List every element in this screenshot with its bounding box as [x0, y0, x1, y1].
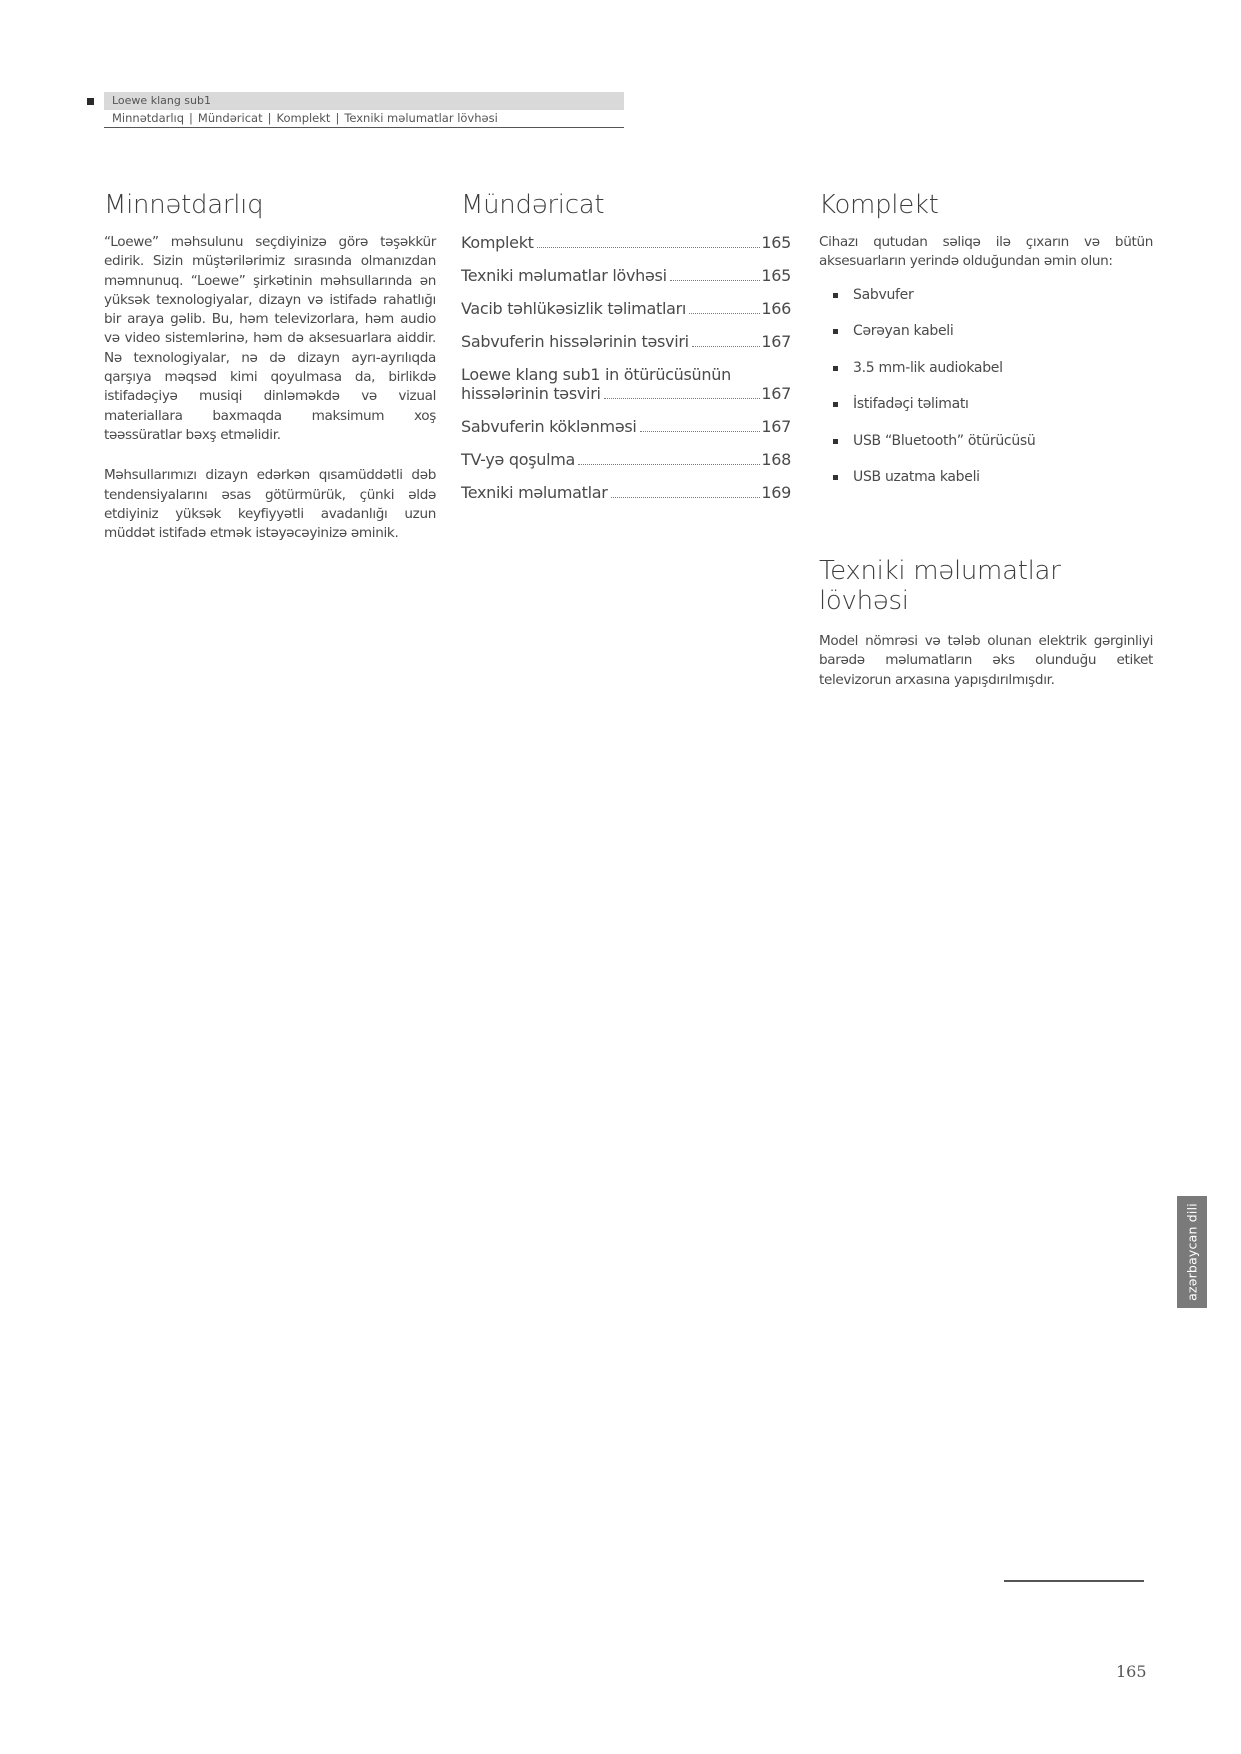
- toc-leader: [670, 266, 761, 281]
- toc-leader: [689, 299, 760, 314]
- toc-leader: [578, 450, 760, 465]
- footer-rule: [1004, 1580, 1144, 1582]
- tech-plate-title: Texniki məlumatlar lövhəsi: [819, 556, 1061, 616]
- kit-list-item: 3.5 mm-lik audiokabel: [819, 359, 1153, 377]
- breadcrumb-separator: |: [189, 111, 193, 125]
- breadcrumb-item[interactable]: Texniki məlumatlar lövhəsi: [344, 111, 498, 125]
- kit-title: Komplekt: [819, 190, 939, 220]
- toc-label: Sabvuferin köklənməsi: [461, 417, 637, 436]
- toc-entry[interactable]: [461, 233, 791, 252]
- kit-list-item: USB uzatma kabeli: [819, 468, 1153, 486]
- kit-list: [819, 286, 1153, 487]
- breadcrumb-item[interactable]: Komplekt: [276, 111, 331, 125]
- toc-label: Texniki məlumatlar: [461, 483, 608, 502]
- breadcrumb-item[interactable]: Mündəricat: [197, 111, 263, 125]
- contents-title: Mündəricat: [461, 190, 605, 220]
- toc-label: Vacib təhlükəsizlik təlimatları: [461, 299, 687, 318]
- kit-list-item: USB “Bluetooth” ötürücüsü: [819, 432, 1153, 450]
- gratitude-title: Minnətdarlıq: [104, 190, 264, 220]
- toc-entry[interactable]: [461, 332, 791, 351]
- breadcrumb-separator: |: [267, 111, 272, 125]
- kit-list-item: Cərəyan kabeli: [819, 322, 1153, 340]
- toc-label: hissələrinin təsviri: [461, 384, 601, 403]
- gratitude-section: [104, 190, 436, 543]
- breadcrumb-separator: |: [335, 111, 340, 125]
- page-number: 165: [1116, 1662, 1147, 1681]
- toc-leader: [537, 233, 761, 248]
- breadcrumb: [104, 110, 624, 128]
- language-tab-label: azərbaycan dili: [1184, 1203, 1200, 1301]
- toc-entry[interactable]: [461, 450, 791, 469]
- toc-page: 166: [761, 299, 791, 318]
- toc-page: 168: [761, 450, 791, 469]
- gratitude-paragraph: “Loewe” məhsulunu seçdiyinizə görə təşəkkür edirik. Sizin müştərilərimiz sırasında olmanızdan məmnunuq. “Loewe” şirkətinin məhsullarında ən yüksək texnologiyalar, dizayn və istifadə rahatlığı bir araya gəlib. Bu, həm televizorlara, həm audio və video sistemlərinə, həm də aksesuarlara aiddir. Nə texnologiyalar, nə də dizayn ayrı-ayrılıqda qarşıya məqsəd kimi qoyulmasa da, birlikdə istifadəçiyə musiqi dinləməkdə və vizual materiallara baxmaqda maksimum xoş təəssüratlar bəxş etməlidir.: [104, 234, 436, 443]
- toc-entry[interactable]: [461, 483, 791, 502]
- kit-list-item: Sabvufer: [819, 286, 1153, 304]
- language-tab[interactable]: [1177, 1196, 1207, 1308]
- toc-label: Loewe klang sub1 in ötürücüsünün: [461, 365, 731, 384]
- kit-list-item: İstifadəçi təlimatı: [819, 395, 1153, 413]
- toc-label: Sabvuferin hissələrinin təsviri: [461, 332, 689, 351]
- header-product-name: Loewe klang sub1: [104, 92, 624, 110]
- breadcrumb-item[interactable]: Minnətdarlıq: [112, 111, 185, 125]
- page-header: [104, 92, 624, 128]
- tech-plate-section: [819, 556, 1153, 690]
- toc-page: 167: [761, 384, 791, 403]
- toc-page: 165: [761, 266, 791, 285]
- toc-leader: [604, 384, 761, 399]
- toc-label: Texniki məlumatlar lövhəsi: [461, 266, 667, 285]
- toc-page: 169: [761, 483, 791, 502]
- toc-leader: [692, 332, 761, 347]
- toc-entry[interactable]: [461, 365, 791, 403]
- toc-leader: [640, 417, 761, 432]
- toc-label: TV-yə qoşulma: [461, 450, 576, 469]
- contents-section: [461, 190, 791, 516]
- toc-entry[interactable]: [461, 417, 791, 436]
- tech-plate-text: Model nömrəsi və tələb olunan elektrik gərginliyi barədə məlumatların əks olunduğu etiket televizorun arxasına yapışdırılmışdır.: [819, 633, 1153, 688]
- toc-page: 167: [761, 417, 791, 436]
- toc-page: 165: [761, 233, 791, 252]
- toc-leader: [611, 483, 761, 498]
- gratitude-paragraph: Məhsullarımızı dizayn edərkən qısamüddətli dəb tendensiyalarını əsas götürmürük, çünki əldə etdiyiniz yüksək keyfiyyətli avadanlığı uzun müddət istifadə etmək istəyəcəyinizə əminik.: [104, 467, 436, 542]
- toc-entry[interactable]: [461, 299, 791, 318]
- toc-entry[interactable]: [461, 266, 791, 285]
- kit-section: [819, 190, 1153, 505]
- header-bullet: [87, 98, 94, 105]
- kit-intro: Cihazı qutudan səliqə ilə çıxarın və bütün aksesuarların yerində olduğundan əmin olun:: [819, 234, 1153, 270]
- toc-label: Komplekt: [461, 233, 534, 252]
- toc-page: 167: [761, 332, 791, 351]
